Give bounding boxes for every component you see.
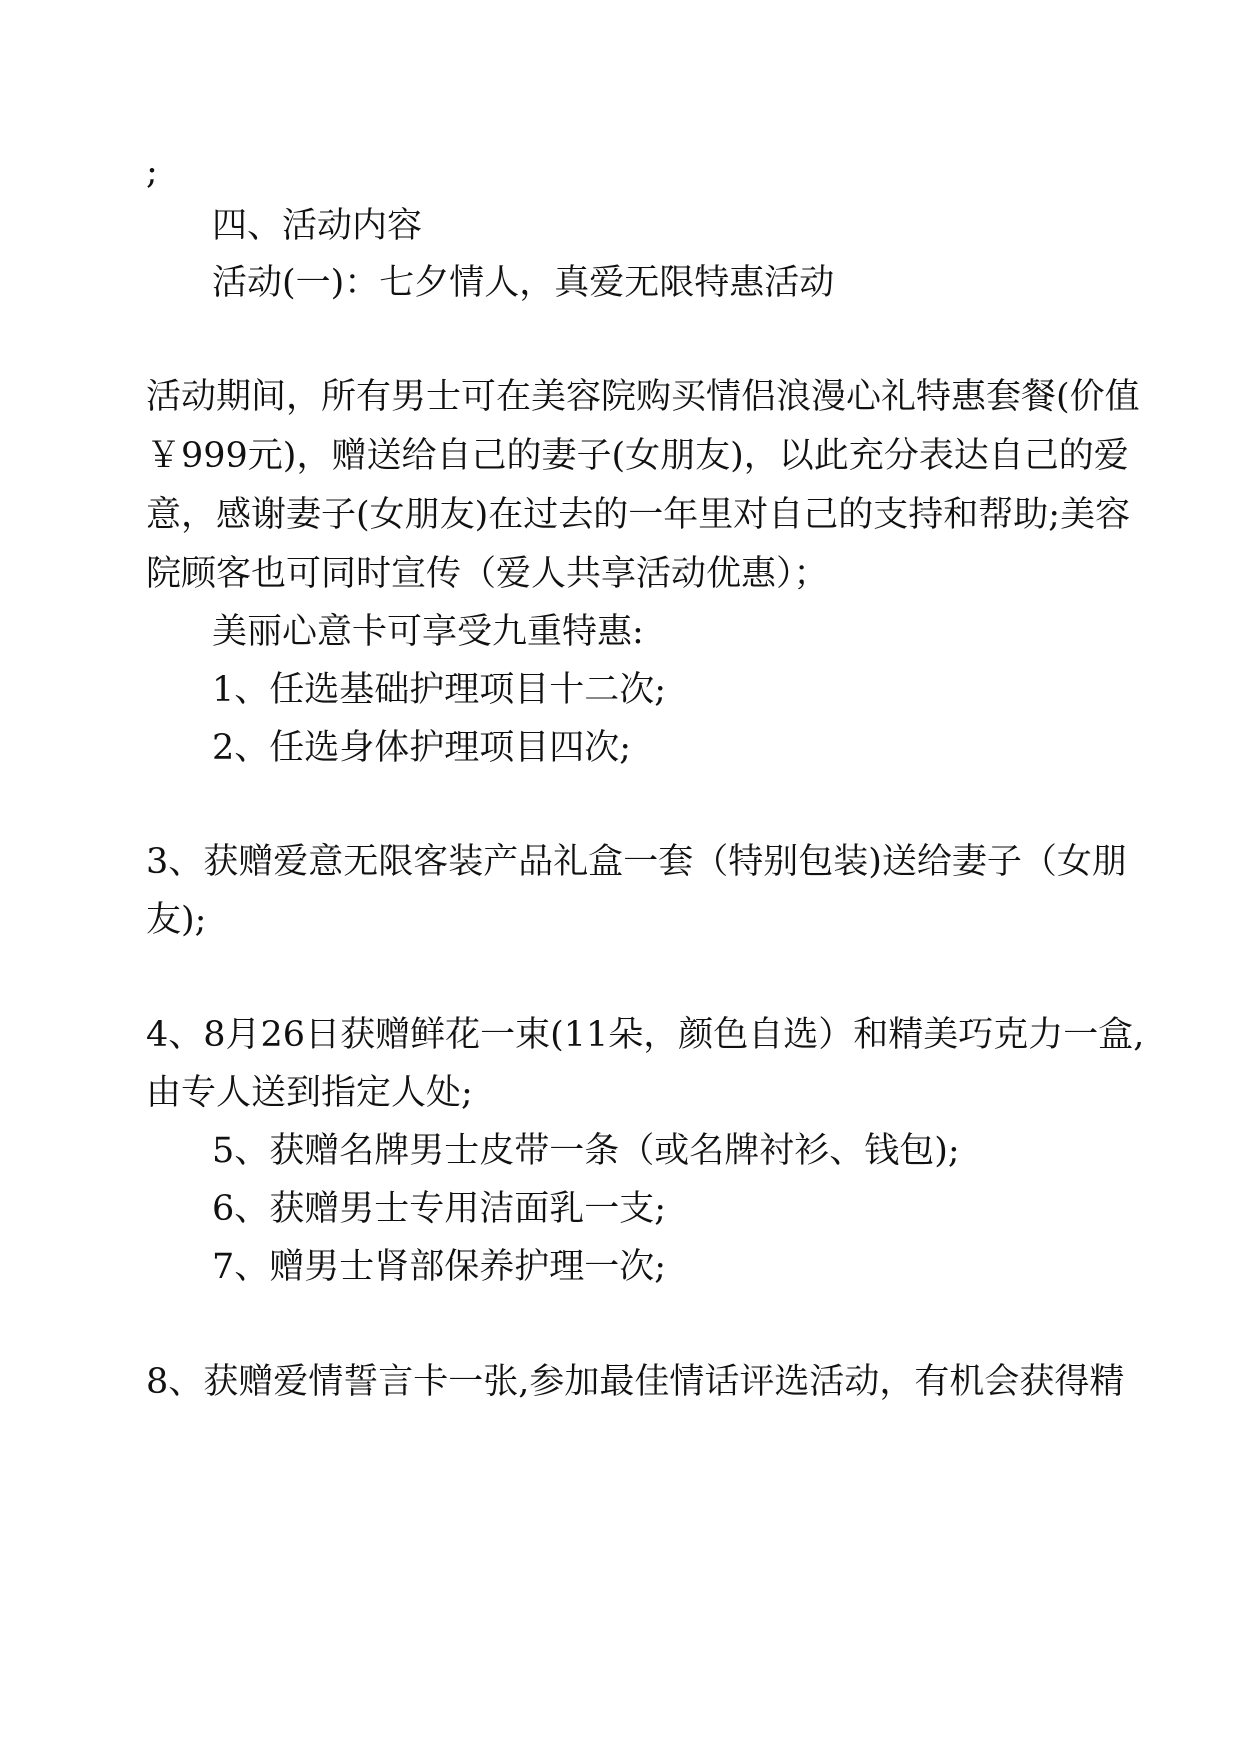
list-item-continuation: 由专人送到指定人处; <box>146 1073 473 1113</box>
list-item: 1、任选基础护理项目十二次; <box>212 670 667 710</box>
list-item-continuation: 友); <box>146 900 207 940</box>
section-heading: 四、活动内容 <box>212 206 423 246</box>
paragraph-line: 意，感谢妻子(女朋友)在过去的一年里对自己的支持和帮助;美容 <box>146 495 1131 535</box>
paragraph-line: 活动期间，所有男士可在美容院购买情侣浪漫心礼特惠套餐(价值 <box>146 377 1140 417</box>
list-item: 6、获赠男士专用洁面乳一支; <box>212 1189 667 1229</box>
list-item: 3、获赠爱意无限客装产品礼盒一套（特别包装)送给妻子（女朋 <box>146 842 1127 882</box>
paragraph-line: 院顾客也可同时宣传（爱人共享活动优惠）； <box>146 554 829 594</box>
list-item: 2、任选身体护理项目四次; <box>212 728 632 768</box>
list-item: 4、8月26日获赠鲜花一束(11朵，颜色自选）和精美巧克力一盒, <box>146 1015 1145 1055</box>
list-item: 7、赠男士肾部保养护理一次; <box>212 1247 667 1287</box>
activity-heading: 活动(一)：七夕情人，真爱无限特惠活动 <box>212 263 835 303</box>
list-item: 8、获赠爱情誓言卡一张,参加最佳情话评选活动，有机会获得精 <box>146 1362 1125 1402</box>
list-intro: 美丽心意卡可享受九重特惠: <box>212 612 644 652</box>
text-line: ; <box>146 152 158 192</box>
paragraph-line: ￥999元)，赠送给自己的妻子(女朋友)，以此充分表达自己的爱 <box>146 436 1129 476</box>
list-item: 5、获赠名牌男士皮带一条（或名牌衬衫、钱包); <box>212 1131 960 1171</box>
